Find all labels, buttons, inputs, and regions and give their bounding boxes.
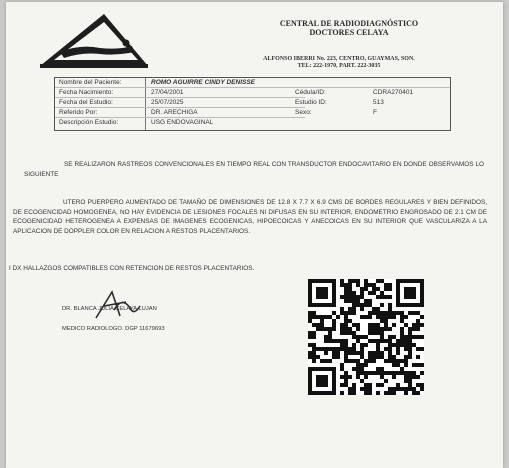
referred-by: DR. ARECHIGA: [151, 109, 198, 116]
divider: [55, 97, 305, 98]
study-description-label: Descripción Estudio:: [59, 119, 119, 126]
doctor-name: DR. BLANCA JULIA CELAYA LUJAN: [62, 306, 157, 312]
cedula: CDRA270401: [373, 89, 414, 96]
study-id: 513: [373, 99, 384, 106]
patient-name-label: Nombre del Paciente:: [59, 79, 122, 86]
address-line: ALFONSO IBERRI No. 223, CENTRO, GUAYMAS, SON.: [263, 56, 415, 62]
divider: [55, 117, 305, 118]
intro-paragraph: SE REALIZARON RASTREOS CONVENCIONALES EN TIEMPO REAL CON TRANSDUCTOR ENDOCAVITARIO EN DONDE OBSERVAMOS LO SIGUIENTE: [24, 161, 484, 178]
birth-date-label: Fecha Nacimiento:: [59, 89, 114, 96]
phone-line: TEL: 222-1970, PART. 222-3035: [297, 63, 381, 69]
referred-by-label: Referido Por:: [59, 109, 98, 116]
clinic-address: [214, 56, 464, 70]
cedula-label: Cédula/ID:: [295, 89, 326, 96]
clinic-name-line1: CENTRAL DE RADIODIAGNÓSTICO: [279, 19, 419, 28]
birth-date: 27/04/2001: [151, 89, 184, 96]
study-description: USG ENDOVAGINAL: [151, 119, 214, 126]
divider: [55, 87, 450, 88]
study-date-label: Fecha del Estudio:: [59, 99, 113, 106]
doctor-title: MEDICO RADIOLOGO. DGP 11679693: [62, 326, 165, 332]
clinic-name-line2: DOCTORES CELAYA: [309, 28, 389, 37]
clinic-logo-icon: [40, 12, 148, 70]
sex: F: [373, 109, 377, 116]
report-sheet: [6, 2, 503, 468]
study-id-label: Estudio ID:: [295, 99, 327, 106]
study-date: 25/07/2025: [151, 99, 184, 106]
patient-info-box: [54, 77, 451, 131]
clinic-name: [214, 19, 484, 37]
findings-paragraph: UTERO PUERPERO AUMENTADO DE TAMAÑO DE DIMENSIONES DE 12.8 X 7.7 X 6.9 CMS DE BORDES REGULARES Y BIEN DEFINIDOS, DE ECOGENCIDAD HOMOGENEA, NO HAY EVIDENCIA DE LESIONES FOCALES NI DIFUSAS EN SU INTERIOR, ENDOMETRIO ENGROSADO DE 2.1 CM DE ECOGENICIDAD HETEROGENEA A EXPENSAS DE IMAGENES ECOGENICAS, HIPOECOICAS Y ANECOICAS EN SU INTERIOR QUE VASCULARIZA A LA APLICACION DE DOPPLER COLOR EN RELACION A RESTOS PLACENTARIOS.: [13, 199, 487, 235]
divider: [55, 107, 305, 108]
sex-label: Sexo:: [295, 109, 312, 116]
patient-name: ROMO AGUIRRE CINDY DENISSE: [151, 79, 256, 86]
qr-code-icon: [308, 279, 424, 395]
diagnosis-line: I DX HALLAZGOS COMPATIBLES CON RETENCION DE RESTOS PLACENTARIOS.: [9, 265, 255, 272]
divider: [145, 78, 146, 130]
